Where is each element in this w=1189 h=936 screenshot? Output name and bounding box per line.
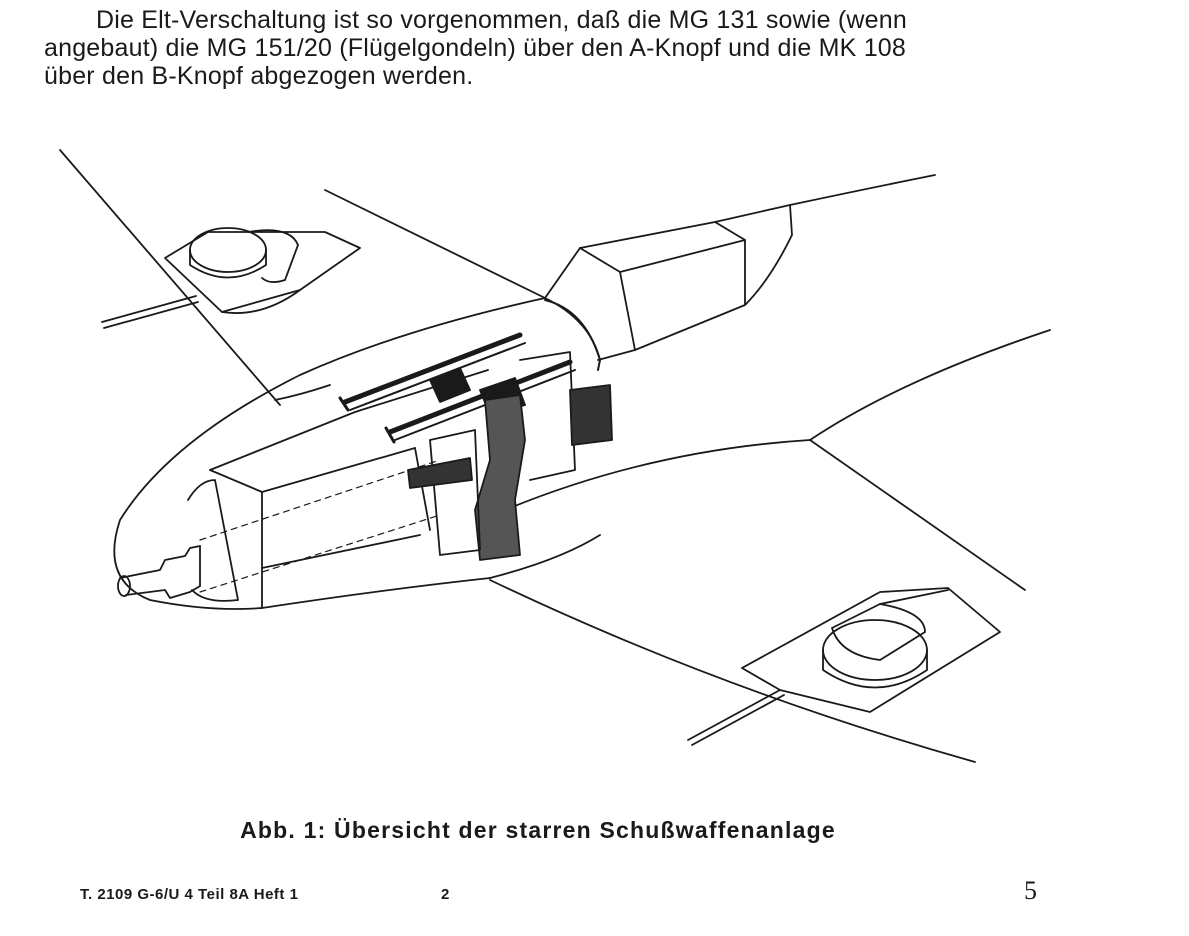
figure-caption: Abb. 1: Übersicht der starren Schußwaffenanlage (240, 817, 836, 843)
left-wing (60, 150, 545, 405)
body-line-1: Die Elt-Verschaltung ist so vorgenommen, daß die MG 131 sowie (wenn (96, 6, 907, 34)
propeller-hub-cannon (118, 460, 440, 598)
body-line-3: über den B-Knopf abgezogen werden. (44, 62, 474, 90)
body-line-2: angebaut) die MG 151/20 (Flügelgondeln) über den A-Knopf und die MK 108 (44, 34, 907, 62)
document-reference: T. 2109 G-6/U 4 Teil 8A Heft 1 (80, 886, 299, 903)
weapons-installation-drawing (0, 120, 1189, 800)
page-number: 5 (1024, 876, 1037, 905)
fuselage-nose (114, 298, 600, 609)
cockpit-windscreen (545, 175, 935, 360)
body-paragraph (44, 6, 1044, 90)
sheet-number: 2 (441, 886, 450, 903)
